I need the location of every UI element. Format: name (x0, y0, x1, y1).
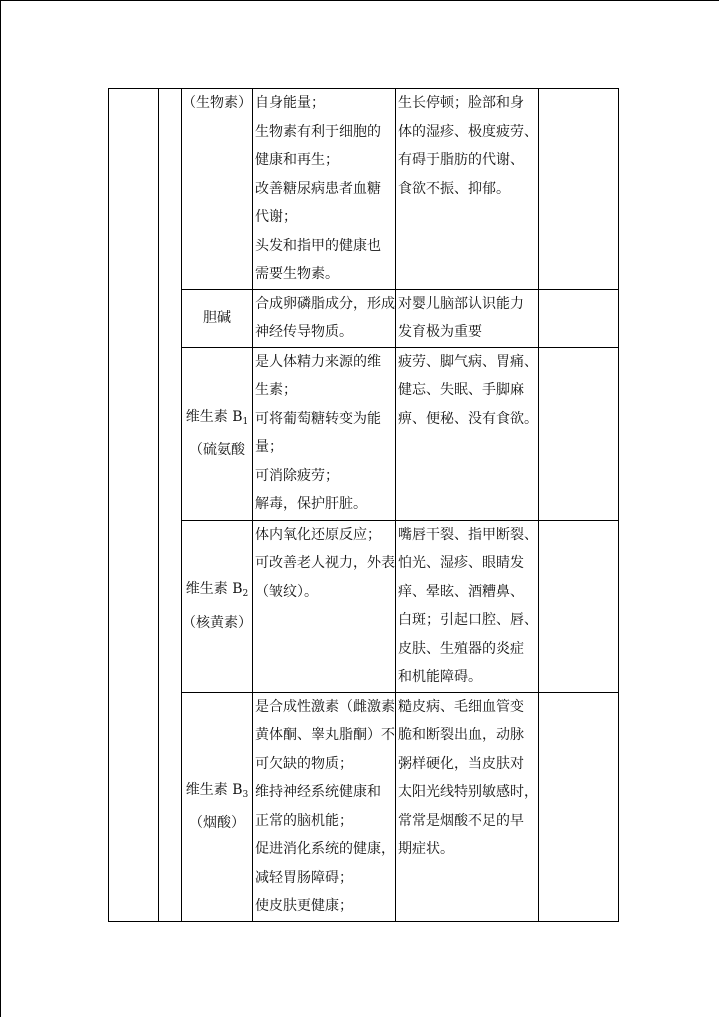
deficiency-line: 脆和断裂出血，动脉 (398, 727, 524, 743)
notes-cell (539, 347, 619, 520)
deficiency-cell (396, 289, 539, 347)
deficiency-line: 和机能障碍。 (398, 669, 482, 685)
category-cell (109, 89, 159, 922)
nutrient-name-cell (182, 347, 253, 520)
function-line: 需要生物素。 (255, 266, 339, 282)
nutrient-name: 维生素 $B_3$ (185, 781, 249, 800)
function-line: 健康和再生； (255, 152, 339, 168)
deficiency-line: 疲劳、脚气病、胃痛、 (398, 353, 538, 370)
notes-cell (539, 692, 619, 921)
nutrient-alt-name: （核黄素） (182, 614, 252, 631)
deficiency-line: 白斑；引起口腔、唇、 (398, 612, 538, 628)
nutrient-name-cell (182, 520, 253, 692)
deficiency-line: 粥样硬化，当皮肤对 (398, 755, 524, 772)
function-line: （皱纹）。 (255, 583, 318, 600)
deficiency-line: 生长停顿；脸部和身 (398, 95, 524, 111)
nutrient-name-cell (182, 89, 253, 290)
deficiency-line: 发育极为重要 (398, 324, 482, 340)
deficiency-cell (396, 89, 539, 290)
deficiency-line: 太阳光线特别敏感时， (398, 784, 538, 800)
function-line: 量； (255, 439, 283, 455)
table-row (109, 520, 619, 692)
nutrient-name: 维生素 $B_2$ (185, 581, 249, 599)
nutrient-name-cell (182, 692, 253, 921)
nutrient-name: （生物素） (182, 95, 252, 111)
notes-cell (539, 89, 619, 290)
deficiency-cell (396, 692, 539, 921)
deficiency-line: 期症状。 (398, 841, 454, 857)
deficiency-line: 对婴儿脑部认识能力 (398, 295, 524, 312)
function-line: 是人体精力来源的维 (255, 353, 381, 370)
function-line: 自身能量； (255, 95, 325, 111)
deficiency-line: 皮肤、生殖器的炎症 (398, 640, 524, 657)
function-line: 神经传导物质。 (255, 324, 353, 340)
function-line: 维持神经系统健康和 (255, 784, 381, 800)
function-line: 解毒，保护肝脏。 (255, 496, 367, 512)
function-cell (253, 520, 396, 692)
notes-cell (539, 289, 619, 347)
deficiency-line: 食欲不振、抑郁。 (398, 180, 510, 197)
function-line: 生物素有利于细胞的 (255, 123, 381, 140)
function-line: 减轻胃肠障碍； (255, 869, 353, 886)
table-row (109, 347, 619, 520)
subcategory-cell (159, 89, 182, 922)
table-row (109, 89, 619, 290)
table-row (109, 692, 619, 921)
deficiency-cell (396, 347, 539, 520)
nutrient-alt-name: （硫氨酸 (189, 442, 245, 458)
function-line: 可欠缺的物质； (255, 755, 353, 772)
deficiency-line: 有碍于脂肪的代谢、 (398, 152, 524, 168)
notes-cell (539, 520, 619, 692)
function-line: 代谢； (255, 209, 297, 225)
function-line: 可改善老人视力，外表 (255, 555, 395, 571)
function-cell (253, 347, 396, 520)
function-line: 促进消化系统的健康， (255, 841, 395, 857)
function-line: 头发和指甲的健康也 (255, 237, 381, 254)
nutrient-alt-name: （烟酸） (189, 815, 245, 831)
function-line: 可消除疲劳； (255, 467, 339, 484)
deficiency-line: 痹、便秘、没有食欲。 (398, 410, 538, 427)
nutrient-name-cell (182, 289, 253, 347)
deficiency-line: 怕光、湿疹、眼睛发 (398, 555, 524, 571)
function-line: 使皮肤更健康； (255, 898, 353, 914)
deficiency-cell (396, 520, 539, 692)
function-line: 可将葡萄糖转变为能 (255, 410, 381, 427)
function-cell (253, 289, 396, 347)
function-line: 改善糖尿病患者血糖 (255, 180, 381, 197)
deficiency-line: 糙皮病、毛细血管变 (398, 698, 524, 715)
table-row (109, 289, 619, 347)
function-line: 体内氧化还原反应； (255, 526, 381, 543)
function-line: 生素； (255, 382, 297, 398)
deficiency-line: 健忘、失眠、手脚麻 (398, 382, 524, 398)
function-line: 是合成性激素（雌激素 (255, 698, 395, 715)
nutrient-table (108, 88, 619, 922)
nutrient-name: 胆碱 (203, 309, 231, 326)
function-line: 正常的脑机能； (255, 812, 353, 829)
function-line: 黄体酮、睾丸脂酮）不 (255, 727, 395, 743)
deficiency-line: 嘴唇干裂、指甲断裂、 (398, 526, 538, 543)
deficiency-line: 痒、晕眩、酒糟鼻、 (398, 583, 524, 600)
function-line: 合成卵磷脂成分，形成 (255, 295, 395, 312)
deficiency-line: 常常是烟酸不足的早 (398, 812, 524, 829)
nutrient-name: 维生素 $B_1$ (185, 408, 249, 427)
function-cell (253, 89, 396, 290)
deficiency-line: 体的湿疹、极度疲劳、 (398, 123, 538, 140)
function-cell (253, 692, 396, 921)
